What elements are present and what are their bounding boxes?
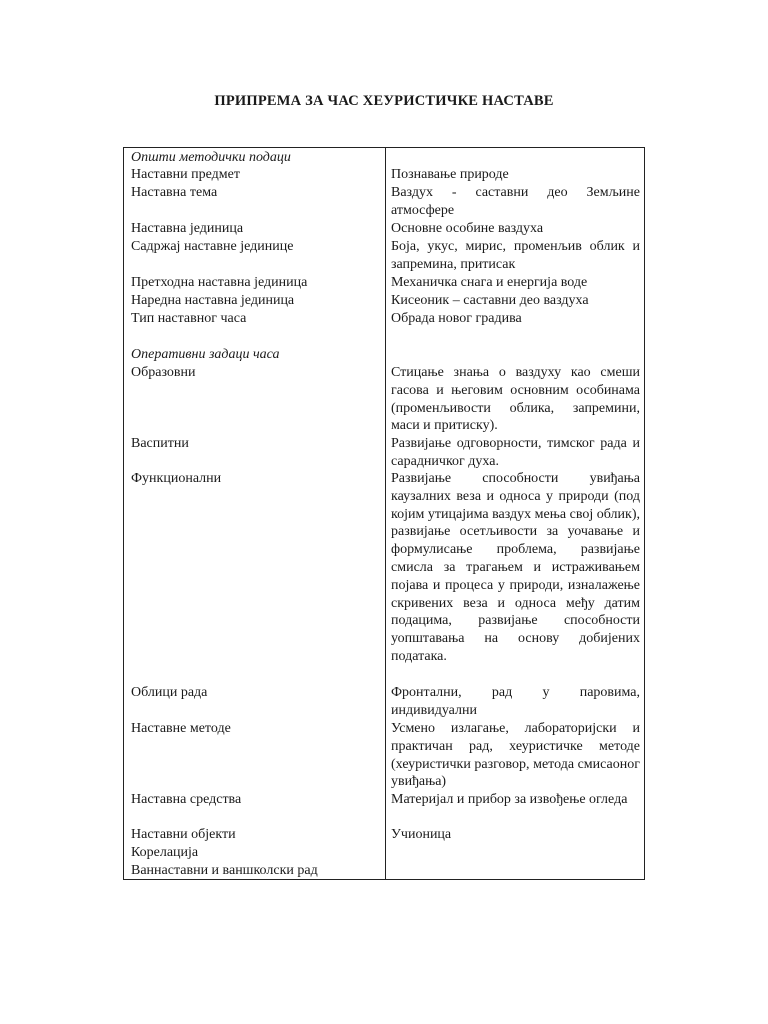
row-label: Ваннаставни и ваншколски рад <box>131 863 318 878</box>
document-title: ПРИПРЕМА ЗА ЧАС ХЕУРИСТИЧКЕ НАСТАВЕ <box>214 93 554 109</box>
row-label: Наставна тема <box>131 185 218 200</box>
row-label: Тип наставног часа <box>131 311 247 326</box>
row-label: Наставни предмет <box>131 167 240 182</box>
row-value: Стицање знања о ваздуху као смеши гасова и његовим основним особинама (променљивости облика, запремини, маси и притиску). <box>391 365 640 434</box>
section-header-label: Оперативни задаци часа <box>131 347 280 362</box>
row-value: Развијање способности увиђања каузалних веза и односа у природи (под којим утицајима ваздух мења свој облик), развијање осетљивости за уочавање и формулисање проблема, развијање смисла за трагањем и истраживањем појава и процеса у природи, изналажење скривених веза и односа међу датим подацима, развијање способности уопштавања на основу добијених података. <box>391 471 640 664</box>
row-label: Наставна средства <box>131 792 242 807</box>
row-label: Садржај наставне јединице <box>131 239 294 254</box>
row-value: Механичка снага и енергија воде <box>391 275 588 290</box>
row-label: Наредна наставна јединица <box>131 293 295 308</box>
row-label: Наставна јединица <box>131 221 244 236</box>
row-value: Боја, укус, мирис, променљив облик и запремина, притисак <box>391 239 640 272</box>
row-value: Развијање одговорности, тимског рада и сарадничког духа. <box>391 436 640 469</box>
row-label: Наставне методе <box>131 721 231 736</box>
row-value: Познавање природе <box>391 167 509 182</box>
preparation-table <box>123 147 645 880</box>
row-label: Облици рада <box>131 685 208 700</box>
row-value: Основне особине ваздуха <box>391 221 544 236</box>
row-label: Функционални <box>131 471 222 486</box>
row-label: Васпитни <box>131 436 189 451</box>
row-value: Ваздух - саставни део Земљине атмосфере <box>391 185 640 218</box>
row-value: Усмено излагање, лабораторијски и практичан рад, хеуристичке методе (хеуристички разговор, метода смисаоног увиђања) <box>391 721 640 790</box>
row-label: Корелација <box>131 845 199 860</box>
row-label: Образовни <box>131 365 196 380</box>
section-header-label: Општи методички подаци <box>131 150 291 165</box>
row-value: Учионица <box>391 827 452 842</box>
row-label: Наставни објекти <box>131 827 236 842</box>
row-value: Кисеоник – саставни део ваздуха <box>391 293 589 308</box>
row-value: Обрада новог градива <box>391 311 522 326</box>
column-divider <box>385 148 386 879</box>
row-value: Фронтални, рад у паровима, индивидуални <box>391 685 640 718</box>
row-value: Материјал и прибор за извођење огледа <box>391 792 628 807</box>
row-label: Претходна наставна јединица <box>131 275 308 290</box>
